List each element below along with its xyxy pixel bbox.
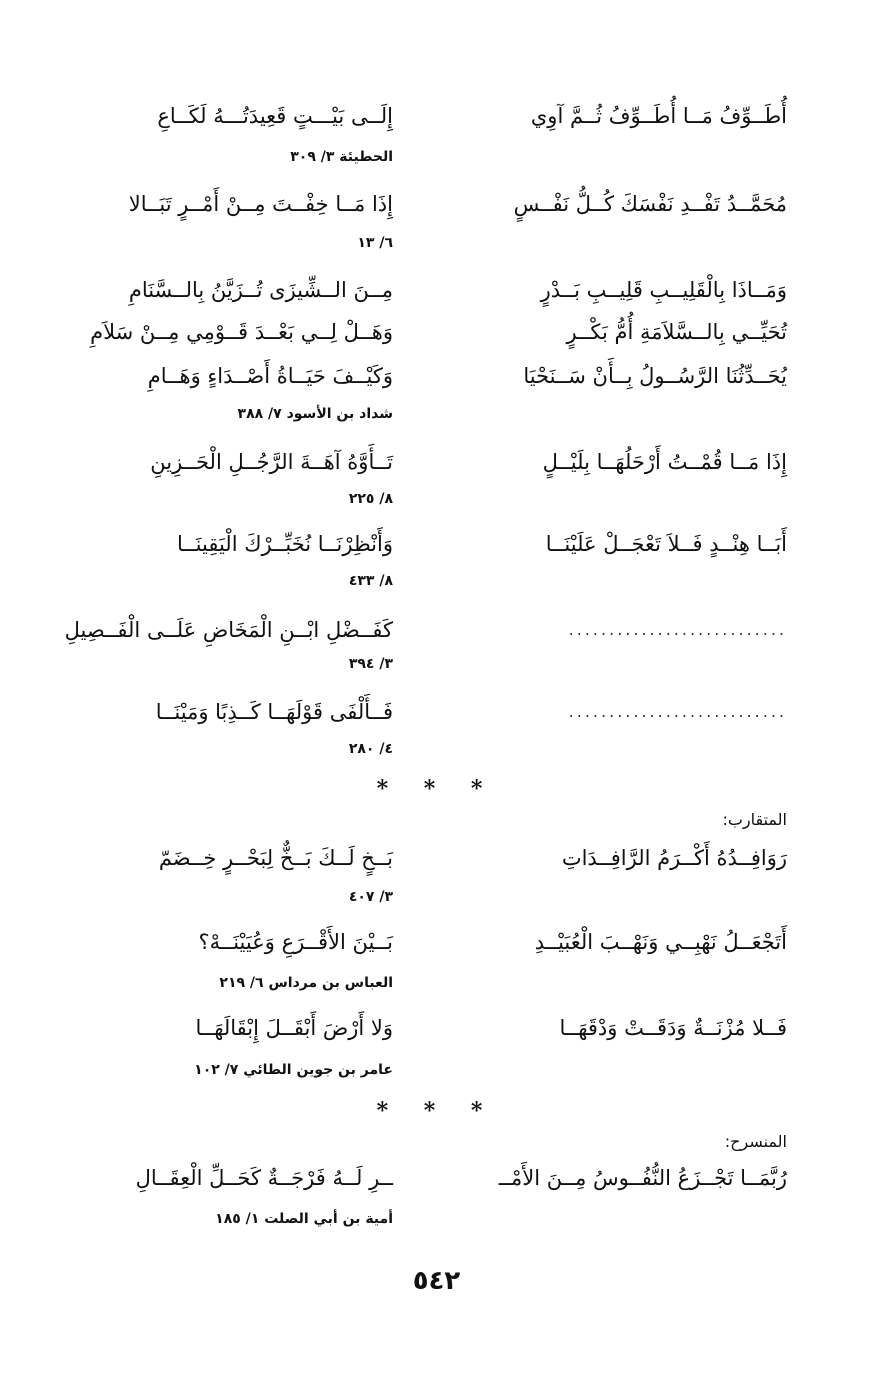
omitted-hemistich-dots: ...........................: [568, 702, 787, 721]
verse-row: [0, 312, 873, 352]
verse-second-hemistich: مِــنَ الــشِّيزَى تُــزَيَّنُ بِالــسَّنَامِ: [128, 278, 393, 302]
verse-second-hemistich: وَهَــلْ لِــي بَعْــدَ قَــوْمِي مِــنْ سَلاَمِ: [90, 320, 393, 344]
verse-second-hemistich: ــرِ لَــهُ فَرْجَــةٌ كَحَــلِّ الْعِقَــالِ: [135, 1166, 393, 1190]
verse-second-hemistich: إِلَــى بَيْـــتٍ قَعِيدَتُـــهُ لَكَــاعِ: [157, 104, 393, 128]
verse-citation: أمية بن أبي الصلت ١/ ١٨٥: [215, 1211, 393, 1227]
verse-citation: ٨/ ٤٣٣: [348, 573, 393, 589]
verse-citation: ٦/ ١٣: [357, 235, 393, 251]
verse-second-hemistich: وَكَيْــفَ حَيَــاةُ أَصْــدَاءٍ وَهَــامِ: [147, 364, 393, 388]
section-separator: * * *: [376, 776, 497, 802]
verse-second-hemistich: وَأَنْظِرْنَــا نُخَبِّــرْكَ الْيَقِينَــا: [176, 532, 393, 556]
verse-citation: ٨/ ٢٢٥: [348, 491, 393, 507]
verse-first-hemistich: تُحَيِّــي بِالــسَّلاَمَةِ أُمُّ بَكْــرٍ: [566, 320, 787, 344]
verse-first-hemistich: وَمَــاذَا بِالْقَلِيــبِ قَلِيــبِ بَــدْرٍ: [540, 278, 787, 302]
verse-second-hemistich: فَــأَلْفَى قَوْلَهَــا كَــذِبًا وَمَيْنَــا: [155, 700, 393, 724]
meter-heading: المنسرح:: [724, 1132, 787, 1151]
verse-second-hemistich: بَــيْنَ الأَقْــرَعِ وَعُيَيْنَــهْ؟: [198, 930, 393, 954]
verse-first-hemistich: رَوَافِــدُهُ أَكْــرَمُ الرَّافِــدَاتِ: [561, 846, 787, 870]
verse-first-hemistich: أَبَــا هِنْــدٍ فَــلاَ تَعْجَــلْ عَلَيْنَــا: [545, 532, 787, 556]
verse-row: [0, 356, 873, 396]
verse-second-hemistich: إِذَا مَــا خِفْــتَ مِــنْ أَمْــرٍ تَبَــالا: [128, 192, 393, 216]
verse-citation: العباس بن مرداس ٦/ ٢١٩: [219, 975, 393, 991]
omitted-hemistich-dots: ...........................: [568, 620, 787, 639]
verse-row: [0, 524, 873, 564]
verse-second-hemistich: وَلا أَرْضَ أَبْقَــلَ إِبْقَالَهَــا: [195, 1016, 393, 1040]
meter-heading: المتقارب:: [722, 810, 787, 829]
verse-row: [0, 270, 873, 310]
verse-first-hemistich: إِذَا مَــا قُمْــتُ أَرْحَلُهَــا بِلَيْــلٍ: [542, 450, 787, 474]
verse-row: [0, 838, 873, 878]
verse-second-hemistich: بَــخٍ لَــكَ بَــخٌّ لِبَحْــرٍ خِــضَمّ: [158, 846, 393, 870]
verse-row: [0, 1158, 873, 1198]
verse-citation: الحطيئة ٣/ ٣٠٩: [290, 149, 393, 165]
verse-first-hemistich: أَتَجْعَــلُ نَهْبِــي وَنَهْــبَ الْعُبَيْــدِ: [534, 930, 787, 954]
verse-citation: ٣/ ٣٩٤: [348, 656, 393, 672]
verse-citation: عامر بن جوين الطائي ٧/ ١٠٢: [194, 1062, 393, 1078]
verse-first-hemistich: مُحَمَّــدُ تَفْــدِ نَفْسَكَ كُــلُّ نَفْــسٍ: [513, 192, 787, 216]
verse-row: [0, 922, 873, 962]
verse-row: [0, 96, 873, 136]
verse-citation: ٣/ ٤٠٧: [348, 889, 393, 905]
page-number: ٥٤٢: [412, 1266, 461, 1296]
verse-first-hemistich: فَــلا مُزْنَــةٌ وَدَقَــتْ وَدْقَهَــا: [559, 1016, 787, 1040]
verse-second-hemistich: تَــأَوَّهُ آهَــةَ الرَّجُــلِ الْحَــزِينِ: [150, 450, 393, 474]
verse-row: [0, 184, 873, 224]
verse-row: [0, 610, 873, 650]
verse-second-hemistich: كَفَــضْلِ ابْــنِ الْمَخَاضِ عَلَــى الْفَــصِيلِ: [64, 618, 393, 642]
verse-citation: شداد بن الأسود ٧/ ٣٨٨: [237, 406, 393, 422]
verse-first-hemistich: رُبَّمَــا تَجْــزَعُ النُّفُــوسُ مِــنَ الأَمْــ: [498, 1166, 787, 1190]
verse-citation: ٤/ ٢٨٠: [348, 741, 393, 757]
verse-row: [0, 1008, 873, 1048]
verse-row: [0, 442, 873, 482]
verse-first-hemistich: يُحَــدِّثُنَا الرَّسُــولُ بِــأَنْ سَــنَحْيَا: [523, 364, 787, 388]
section-separator: * * *: [376, 1098, 497, 1124]
verse-row: [0, 692, 873, 732]
verse-first-hemistich: أُطَــوِّفُ مَــا أُطَــوِّفُ ثُــمَّ آوِي: [530, 104, 787, 128]
